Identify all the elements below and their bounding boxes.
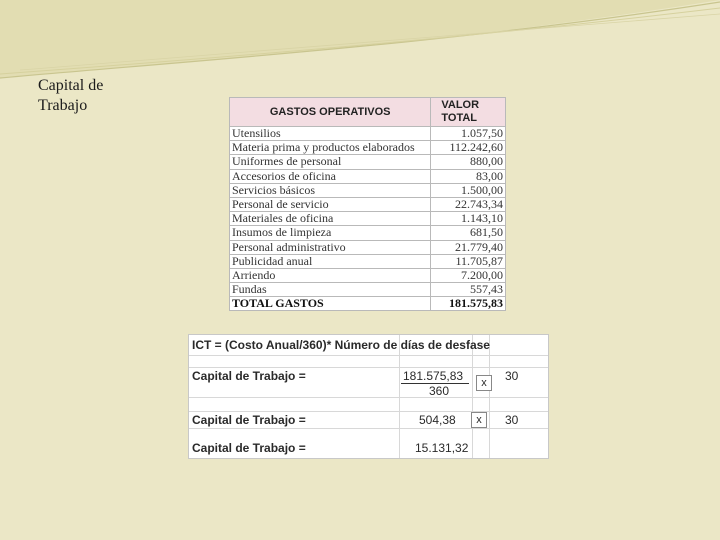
row2-days: 30 (505, 413, 519, 427)
table-row (230, 268, 506, 282)
header-total-value (431, 98, 506, 127)
grid-line (472, 335, 473, 458)
grid-line (489, 335, 490, 458)
expense-value: 557,43 (431, 283, 506, 297)
grid-line (189, 428, 548, 429)
table-header-row (230, 98, 506, 127)
grid-line (189, 367, 548, 368)
table-row (230, 141, 506, 155)
expense-value: 880,00 (431, 155, 506, 169)
table-row (230, 283, 506, 297)
expenses-table-body (230, 127, 506, 297)
total-value: 181.575,83 (431, 297, 506, 311)
row1-numerator: 181.575,83 (403, 369, 464, 383)
expense-value: 1.500,00 (431, 183, 506, 197)
expense-value: 22.743,34 (431, 197, 506, 211)
table-row (230, 155, 506, 169)
table-row (230, 212, 506, 226)
total-label: TOTAL GASTOS (230, 297, 431, 311)
header-total-value-line2: TOTAL (441, 112, 478, 124)
grid-line (189, 411, 548, 412)
table-row (230, 127, 506, 141)
expense-value: 681,50 (431, 226, 506, 240)
row1-label: Capital de Trabajo = (192, 369, 306, 383)
slide-title-line1: Capital de (38, 77, 104, 94)
expense-concept: Accesorios de oficina (230, 169, 431, 183)
slide-title-line2: Trabajo (38, 97, 88, 114)
expense-value: 21.779,40 (431, 240, 506, 254)
table-row (230, 226, 506, 240)
expense-concept: Uniformes de personal (230, 155, 431, 169)
table-row (230, 254, 506, 268)
table-row (230, 169, 506, 183)
table-row (230, 240, 506, 254)
header-total-value-line1: VALOR (441, 99, 480, 111)
expense-value: 1.143,10 (431, 212, 506, 226)
expense-value: 83,00 (431, 169, 506, 183)
row3-label: Capital de Trabajo = (192, 441, 306, 455)
grid-line (189, 355, 548, 356)
table-row (230, 183, 506, 197)
row1-denominator: 360 (429, 384, 450, 398)
row1-multiply-sign: x (476, 375, 492, 391)
row2-label: Capital de Trabajo = (192, 413, 306, 427)
operating-expenses-table (229, 97, 506, 311)
expense-concept: Personal de servicio (230, 197, 431, 211)
expense-concept: Materiales de oficina (230, 212, 431, 226)
expense-value: 112.242,60 (431, 141, 506, 155)
table-row (230, 197, 506, 211)
expense-concept: Utensilios (230, 127, 431, 141)
row3-value: 15.131,32 (415, 441, 469, 455)
grid-line (189, 397, 548, 398)
expense-concept: Materia prima y productos elaborados (230, 141, 431, 155)
row1-days: 30 (505, 369, 519, 383)
slide-title (38, 76, 158, 116)
expense-concept: Insumos de limpieza (230, 226, 431, 240)
total-row (230, 297, 506, 311)
header-operating-expenses: GASTOS OPERATIVOS (230, 98, 431, 127)
expense-concept: Publicidad anual (230, 254, 431, 268)
expense-value: 11.705,87 (431, 254, 506, 268)
grid-line (399, 335, 400, 458)
formula-text: ICT = (Costo Anual/360)* Número de días de desfase (192, 338, 490, 352)
expense-concept: Personal administrativo (230, 240, 431, 254)
expense-concept: Fundas (230, 283, 431, 297)
expense-concept: Arriendo (230, 268, 431, 282)
row2-value: 504,38 (419, 413, 456, 427)
expense-value: 1.057,50 (431, 127, 506, 141)
row2-multiply-sign: x (471, 412, 487, 428)
working-capital-calculation (188, 334, 549, 459)
expense-concept: Servicios básicos (230, 183, 431, 197)
expense-value: 7.200,00 (431, 268, 506, 282)
